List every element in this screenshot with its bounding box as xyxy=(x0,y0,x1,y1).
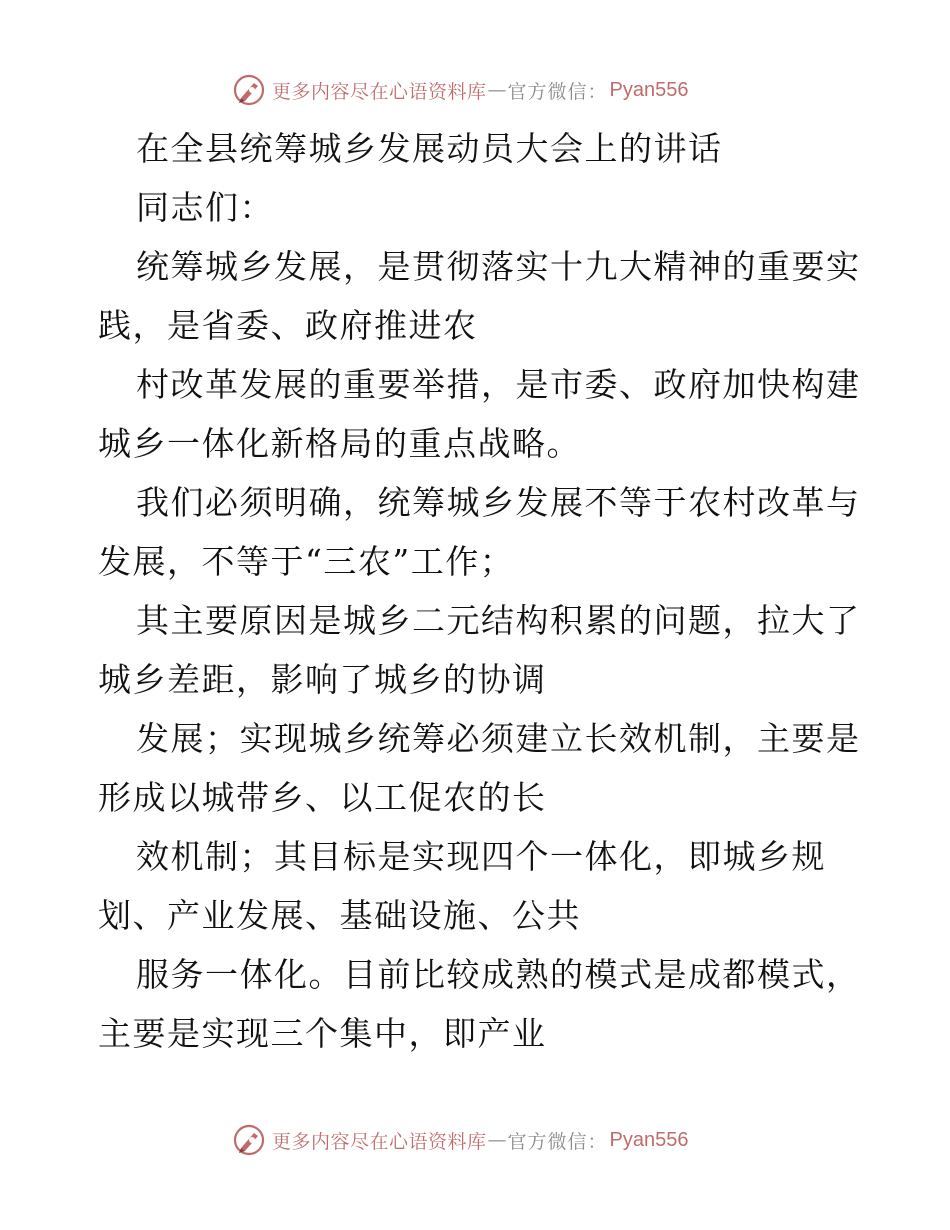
watermark-dash: — xyxy=(487,1129,507,1151)
watermark-wechat-id: Pyan556 xyxy=(609,78,689,101)
footer-watermark xyxy=(232,1122,689,1158)
speech-title: 在全县统筹城乡发展动员大会上的讲话 xyxy=(136,129,723,168)
paragraph-line: 我们必须明确，统筹城乡发展不等于农村改革与 xyxy=(136,483,861,522)
watermark-wechat-id: Pyan556 xyxy=(609,1128,689,1151)
header-watermark xyxy=(232,72,689,108)
paragraph-line: 划、产业发展、基础设施、公共 xyxy=(98,896,581,935)
watermark-site-text: 更多内容尽在心语资料库 xyxy=(272,80,487,103)
paragraph-line: 城乡差距，影响了城乡的协调 xyxy=(98,660,547,699)
document-body xyxy=(98,119,861,1063)
paragraph-line: 发展，不等于“三农”工作； xyxy=(98,542,515,581)
paragraph-line: 效机制；其目标是实现四个一体化，即城乡规 xyxy=(136,837,826,876)
paragraph-line: 统筹城乡发展，是贯彻落实十九大精神的重要实 xyxy=(136,247,861,286)
paragraph-line: 践，是省委、政府推进农 xyxy=(98,306,478,345)
paragraph-line: 其主要原因是城乡二元结构积累的问题，拉大了 xyxy=(136,601,861,640)
pen-logo-icon xyxy=(232,73,266,107)
paragraph-line: 服务一体化。目前比较成熟的模式是成都模式， xyxy=(136,955,861,994)
paragraph-line: 村改革发展的重要举措，是市委、政府加快构建 xyxy=(136,365,861,404)
watermark-wechat-label: 官方微信： xyxy=(507,1130,608,1153)
watermark-dash: — xyxy=(487,79,507,101)
paragraph-line: 形成以城带乡、以工促农的长 xyxy=(98,778,547,817)
paragraph-line: 主要是实现三个集中，即产业 xyxy=(98,1014,547,1053)
salutation: 同志们： xyxy=(136,188,274,227)
paragraph-line: 发展；实现城乡统筹必须建立长效机制，主要是 xyxy=(136,719,861,758)
watermark-wechat-label: 官方微信： xyxy=(507,80,608,103)
paragraph-line: 城乡一体化新格局的重点战略。 xyxy=(98,424,581,463)
pen-logo-icon xyxy=(232,1123,266,1157)
watermark-site-text: 更多内容尽在心语资料库 xyxy=(272,1130,487,1153)
